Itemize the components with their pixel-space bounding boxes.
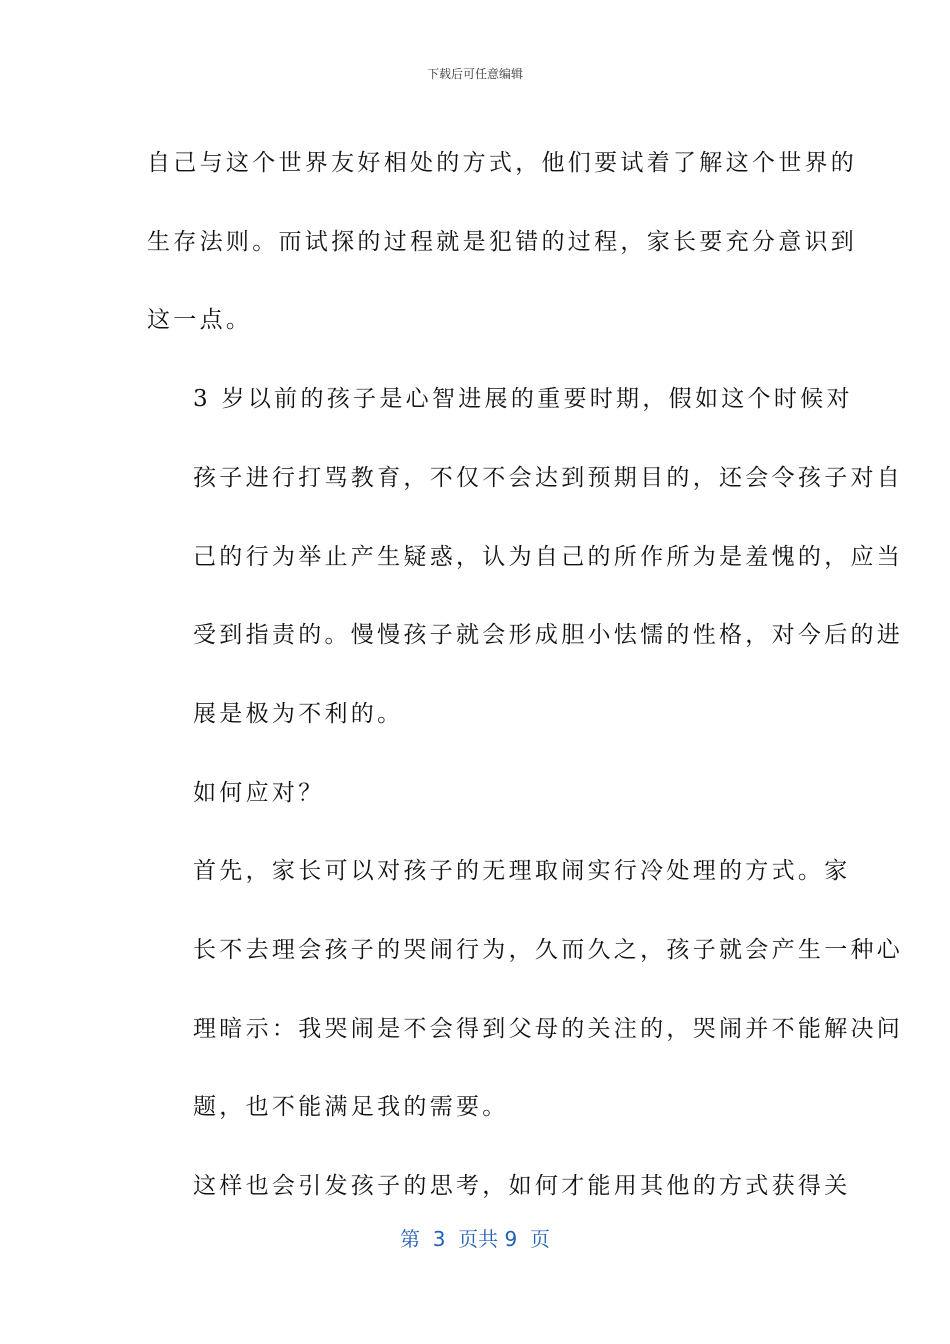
text-line: 受到指责的。慢慢孩子就会形成胆小怯懦的性格，对今后的进 bbox=[193, 622, 904, 649]
text-line: 孩子进行打骂教育，不仅不会达到预期目的，还会令孩子对自 bbox=[193, 464, 904, 491]
text-line: 己的行为举止产生疑惑，认为自己的所作所为是羞愧的，应当 bbox=[193, 543, 904, 570]
text-line: 首先，家长可以对孩子的无理取闹实行冷处理的方式。家 bbox=[193, 858, 851, 885]
text-line: 理暗示：我哭闹是不会得到父母的关注的，哭闹并不能解决问 bbox=[193, 1015, 904, 1042]
text-line: 题，也不能满足我的需要。 bbox=[193, 1094, 509, 1121]
text-line: 如何应对？ bbox=[193, 779, 325, 806]
text-line: 长不去理会孩子的哭闹行为，久而久之，孩子就会产生一种心 bbox=[193, 937, 904, 964]
text-line: 自己与这个世界友好相处的方式，他们要试着了解这个世界的 bbox=[147, 150, 858, 176]
text-line: 这样也会引发孩子的思考，如何才能用其他的方式获得关 bbox=[193, 1173, 851, 1200]
page-number: 第 3 页共 9 页 bbox=[400, 1227, 550, 1251]
paragraph bbox=[147, 124, 858, 360]
text-line: 展是极为不利的。 bbox=[193, 700, 404, 727]
text-line: 这一点。 bbox=[147, 307, 253, 334]
paragraph bbox=[147, 360, 904, 754]
text-line: 生存法则。而试探的过程就是犯错的过程，家长要充分意识到 bbox=[147, 228, 858, 255]
text-line: 3 岁以前的孩子是心智进展的重要时期，假如这个时候对 bbox=[193, 386, 853, 413]
paragraph bbox=[147, 1147, 851, 1226]
document-body bbox=[147, 124, 904, 1226]
header-note: 下载后可任意编辑 bbox=[426, 67, 523, 81]
paragraph-heading bbox=[147, 754, 795, 833]
paragraph bbox=[147, 832, 904, 1147]
